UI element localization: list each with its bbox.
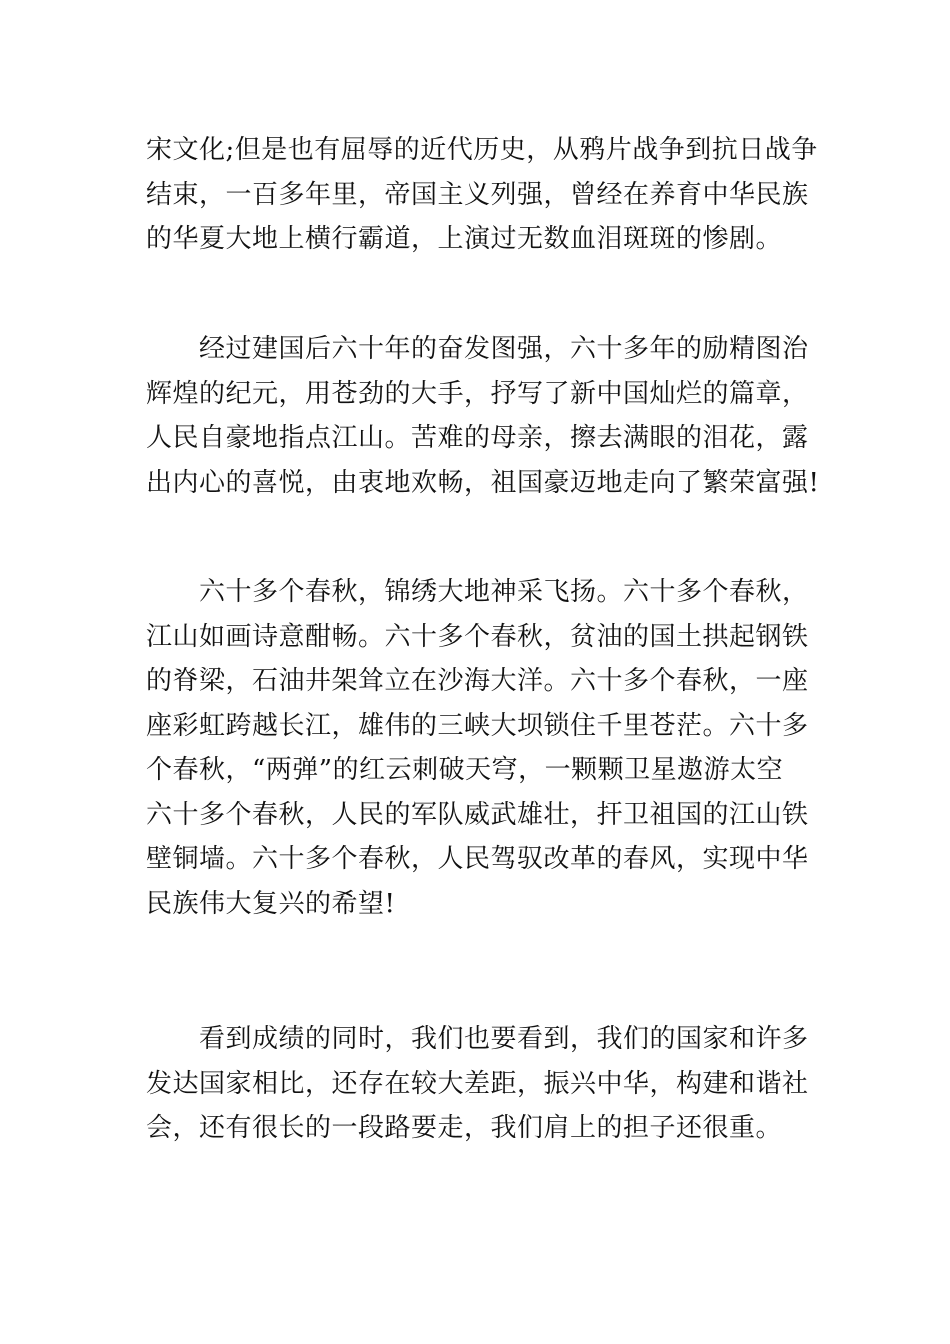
paragraph-3 xyxy=(146,570,808,926)
paragraph-2 xyxy=(146,327,820,505)
paragraph-line: 人民自豪地指点江山。苦难的母亲，擦去满眼的泪花，露 xyxy=(146,423,809,453)
paragraph-line: 辉煌的纪元，用苍劲的大手，抒写了新中国灿烂的篇章， xyxy=(146,378,809,409)
paragraph-line: 宋文化;但是也有屈辱的近代历史，从鸦片战争到抗日战争 xyxy=(146,135,818,165)
paragraph-line: 六十多个春秋，人民的军队威武雄壮，扞卫祖国的江山铁 xyxy=(146,799,809,830)
paragraph-line: 座彩虹跨越长江，雄伟的三峡大坝锁住千里苍茫。六十多 xyxy=(146,710,809,741)
paragraph-line: 看到成绩的同时，我们也要看到，我们的国家和许多 xyxy=(199,1024,809,1054)
paragraph-line: 壁铜墙。六十多个春秋，人民驾驭改革的春风，实现中华 xyxy=(146,844,809,874)
paragraph-line: 江山如画诗意酣畅。六十多个春秋，贫油的国土拱起钢铁 xyxy=(146,621,809,652)
paragraph-line: 出内心的喜悦，由衷地欢畅，祖国豪迈地走向了繁荣富强! xyxy=(146,467,820,498)
paragraph-line: 发达国家相比，还存在较大差距，振兴中华，构建和谐社 xyxy=(146,1068,809,1099)
paragraph-4 xyxy=(146,1017,808,1151)
paragraph-line: 结束，一百多年里，帝国主义列强，曾经在养育中华民族 xyxy=(146,179,809,210)
paragraph-line: 的脊梁，石油井架耸立在沙海大洋。六十多个春秋，一座 xyxy=(146,666,809,696)
paragraph-line: 民族伟大复兴的希望! xyxy=(146,888,396,919)
paragraph-1 xyxy=(146,128,818,262)
paragraph-line: 经过建国后六十年的奋发图强，六十多年的励精图治 xyxy=(199,334,809,364)
paragraph-line: 个春秋，“两弹”的红云刺破天穹，一颗颗卫星遨游太空 xyxy=(146,755,784,785)
paragraph-line: 会，还有很长的一段路要走，我们肩上的担子还很重。 xyxy=(146,1113,783,1143)
paragraph-line: 的华夏大地上横行霸道，上演过无数血泪斑斑的惨剧。 xyxy=(146,224,783,254)
paragraph-line: 六十多个春秋，锦绣大地神采飞扬。六十多个春秋， xyxy=(199,577,809,607)
